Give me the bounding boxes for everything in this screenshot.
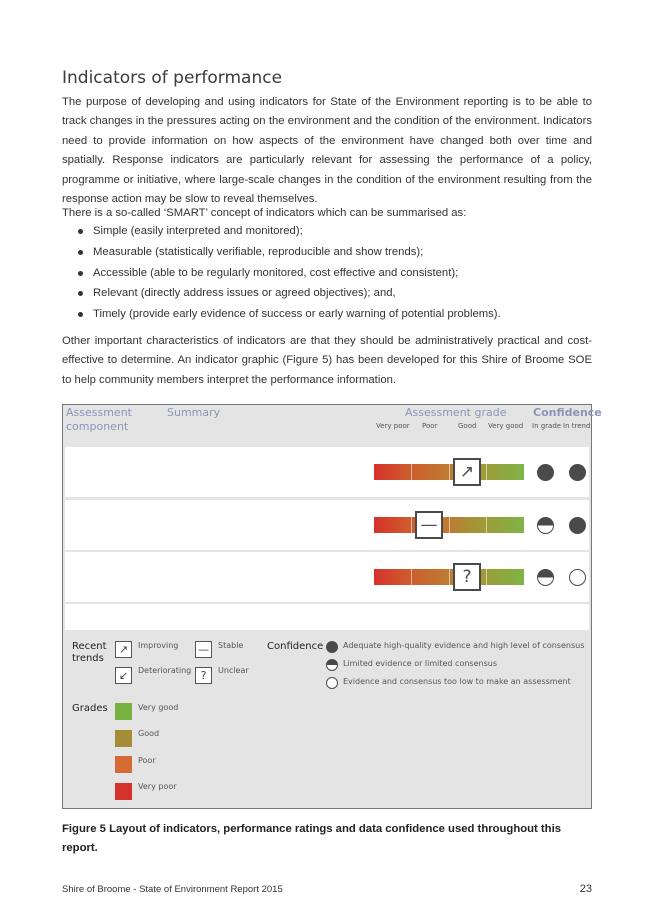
legend-confidence-low-label: Evidence and consensus too low to make an assessment [343, 677, 571, 686]
list-item: Accessible (able to be regularly monitored, cost effective and consistent); [62, 263, 592, 284]
header-assessment-component: Assessment component [66, 406, 132, 433]
smart-criteria-list [62, 221, 592, 325]
grade-very-good-swatch [115, 703, 132, 720]
deteriorating-arrow-icon: ↙ [115, 667, 132, 684]
grade-gradient-bar [374, 569, 524, 585]
grade-good-swatch [115, 730, 132, 747]
grade-very-poor-swatch [115, 783, 132, 800]
header-confidence-in-trend: In trend [563, 422, 591, 430]
list-item: Simple (easily interpreted and monitored); [62, 221, 592, 242]
legend-confidence-title: Confidence [267, 641, 324, 652]
page-number: 23 [579, 883, 592, 895]
grade-poor-swatch [115, 756, 132, 773]
header-grade-good: Good [458, 422, 477, 430]
legend-confidence-high-label: Adequate high-quality evidence and high level of consensus [343, 641, 585, 650]
confidence-limited-icon [326, 659, 338, 671]
legend-deteriorating-label: Deteriorating [138, 666, 192, 675]
list-item: Relevant (directly address issues or agreed objectives); and, [62, 283, 592, 304]
grade-gradient-bar [374, 464, 524, 480]
header-confidence: Confidence [533, 406, 602, 419]
legend-grade-very-good-label: Very good [138, 703, 179, 712]
intro-paragraph: The purpose of developing and using indicators for State of the Environment reporting is to be able to track changes in the pressures acting on the environment and the condition of the environment. Indicators need to provide information on how aspects of the environment have changed both over time and spatially. Response indicators are particularly relevant for assessing the performance of a policy, programme or initiative, where large-scale changes in the condition of the environment resulting from the response action may be slow to reveal themselves. [62, 96, 592, 206]
header-grade-very-poor: Very poor [376, 422, 410, 430]
confidence-in-grade-icon [537, 464, 554, 481]
characteristics-paragraph: Other important characteristics of indicators are that they should be administratively practical and cost-effective to determine. An indicator graphic (Figure 5) has been developed for this Shire of Broome SOE to help community members interpret the performance information. [62, 335, 592, 386]
confidence-high-icon [326, 641, 338, 653]
confidence-in-trend-icon [569, 464, 586, 481]
legend-stable-label: Stable [218, 641, 244, 650]
legend-grade-good-label: Good [138, 729, 160, 738]
header-confidence-in-grade: In grade [532, 422, 562, 430]
confidence-low-icon [326, 677, 338, 689]
list-item: Timely (provide early evidence of success or early warning of potential problems). [62, 304, 592, 325]
header-grade-poor: Poor [422, 422, 438, 430]
list-item: Measurable (statistically verifiable, reproducible and show trends); [62, 242, 592, 263]
trend-stable-icon: — [415, 511, 443, 539]
example-row-unclear [65, 552, 589, 602]
trend-unclear-icon: ? [453, 563, 481, 591]
grade-gradient-bar [374, 517, 524, 533]
footer-report-title: Shire of Broome - State of Environment Report 2015 [62, 884, 283, 895]
legend-grade-poor-label: Poor [138, 756, 156, 765]
confidence-in-grade-icon [537, 569, 554, 586]
indicator-graphic-figure [62, 404, 602, 809]
confidence-in-grade-icon [537, 517, 554, 534]
legend-confidence-limited-label: Limited evidence or limited consensus [343, 659, 497, 668]
legend-recent-trends-title: Recent trends [72, 641, 107, 664]
example-row-improving [65, 447, 589, 497]
unclear-question-icon: ? [195, 667, 212, 684]
improving-arrow-icon: ↗ [115, 641, 132, 658]
empty-row [65, 604, 589, 630]
header-grade-very-good: Very good [488, 422, 524, 430]
section-heading: Indicators of performance [62, 68, 283, 88]
legend-unclear-label: Unclear [218, 666, 249, 675]
header-summary: Summary [167, 406, 221, 419]
header-assessment-grade: Assessment grade [405, 406, 507, 419]
legend-grades-title: Grades [72, 703, 108, 714]
legend-grade-very-poor-label: Very poor [138, 782, 177, 791]
figure-caption: Figure 5 Layout of indicators, performance ratings and data confidence used throughout this report. [62, 823, 561, 854]
smart-intro-paragraph: There is a so-called ‘SMART’ concept of indicators which can be summarised as: [62, 207, 467, 219]
trend-improving-icon: ↗ [453, 458, 481, 486]
stable-dash-icon: — [195, 641, 212, 658]
legend-improving-label: Improving [138, 641, 179, 650]
confidence-in-trend-icon [569, 517, 586, 534]
example-row-stable [65, 500, 589, 550]
confidence-in-trend-icon [569, 569, 586, 586]
